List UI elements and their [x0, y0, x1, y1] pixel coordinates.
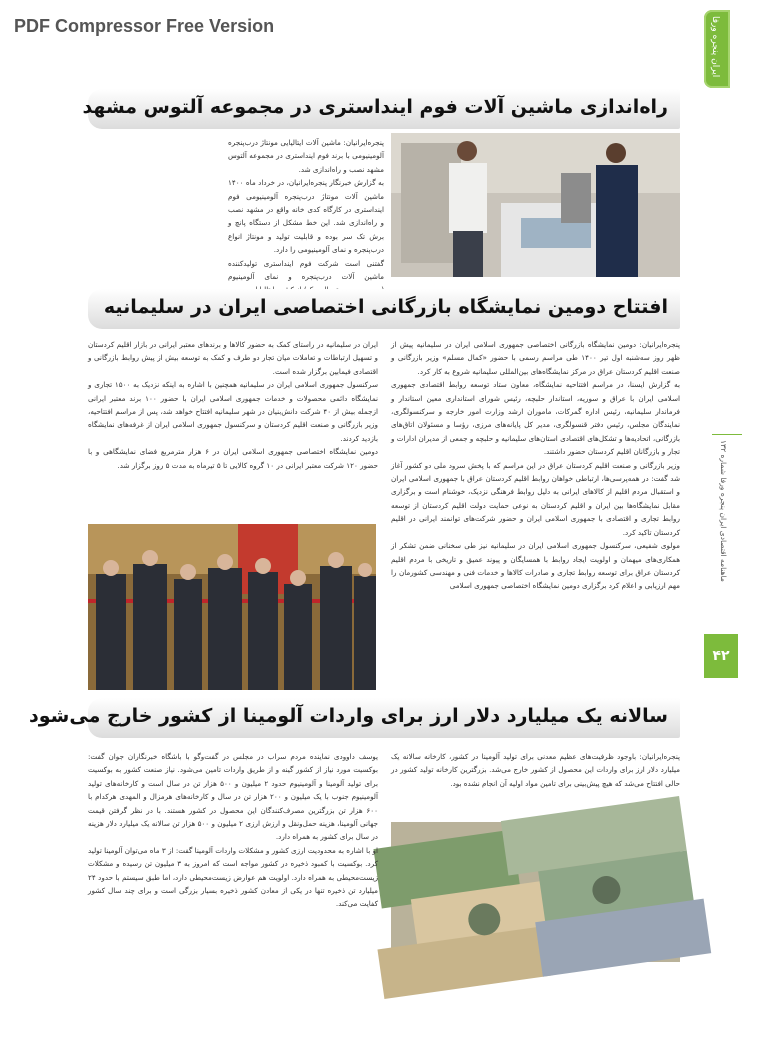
paragraph: گفتنی است شرکت فوم اینداستری تولیدکننده ماشین آلات درب‌پنجره و نمای آلومینیوم: [228, 258, 384, 282]
paragraph: پنجره‌ایرانیان: باوجود ظرفیت‌های عظیم معدنی برای تولید آلومینا در کشور، کارخانه سالانه یک میلیارد دلار ارز برای واردات این محصول از کشور خارج می‌شد. بزرگترین کارخانه تولید کشور در حالی افتتاح می‌شد که هیچ پیش‌بینی برای تامین مواد اولیه آن انجام نشده بود.: [391, 752, 680, 788]
paragraph: پنجره‌ایرانیان: ماشین آلات ایتالیایی مونتاژ درب‌پنجره آلومینیومی با برند فوم اینداستری در مجموعه آلتوس مشهد نصب و راه‌اندازی شد.: [228, 138, 384, 174]
article-3-body-left: [88, 750, 378, 962]
article-2-photo: [88, 524, 376, 690]
article-1-title: راه‌اندازی ماشین آلات فوم اینداستری در مجموعه آلتوس مشهد: [82, 96, 668, 118]
running-header: ماهنامه اقتصادی ایران پنجره ورفا شماره ۱۳۲: [719, 440, 728, 582]
article-3-title-band: [29, 698, 680, 738]
section-tab-label: ایران پنجره ورفا: [710, 16, 720, 78]
paragraph: وزیر بازرگانی و صنعت اقلیم کردستان عراق در این مراسم که با پخش سرود ملی دو کشور آغاز شد گفت: در همه‌پرسی‌ها، ارتباطی خواهان روابط اقلیم کردستان عراق با جمهوری اسلامی ایران و استقبال مردم اقلیم از کالاهای ایرانی به دلیل روابط فرهنگی نزدیک، خوشنام است و برگزاری مقابل نمایشگاه‌ها بین ایران و اقلیم کردستان به نوعی حمایت دولت اقلیم کردستان از توسعه روابط تجاری و اقتصادی با جمهوری اسلامی ایران و حضور شرکت‌های توانمند ایرانی در اقلیم کردستان تاکید کرد.: [391, 460, 680, 537]
article-2-title-band: [88, 289, 680, 329]
article-2-body-right: [391, 338, 680, 690]
paragraph: به گزارش خبرنگار پنجره‌ایرانیان، در خرداد ماه ۱۴۰۰ ماشین آلات مونتاژ درب‌پنجره آلومینیومی فوم اینداستری در کارگاه کدی خانه واقع در مشهد نصب و راه‌اندازی شد. این خط مشکل از دستگاه پانچ و برش تک سر بوده و قابلیت تولید و مونتاژ انواع درب‌پنجره و نمای آلومینیومی را دارد.: [228, 178, 384, 255]
paragraph: ایران در سلیمانیه در راستای کمک به حضور کالاها و برندهای معتبر ایرانی در بازار اقلیم کردستان و تسهیل ارتباطات و تعاملات میان تجار دو طرف و کمک به توسعه بیش از پیش روابط بازرگانی و اقتصادی فیمابین برگزار شده است.: [88, 340, 378, 376]
paragraph: مولوی شفیعی، سرکنسول جمهوری اسلامی ایران در سلیمانیه نیز طی سخنانی ضمن تشکر از همکاری‌های میهمان و اولویت ایجاد روابط با همسایگان و پیوند عمیق و تاریخی با مردم اقلیم کردستان عراق برای توسعه روابط تجاری و صادرات کالاها و خدمات فنی و مهندسی کشورمان را مهم ارزیابی و اعلام کرد برگزاری دومین نمایشگاه اختصاصی جمهوری اسلامی: [391, 541, 680, 591]
section-tab: [704, 10, 730, 88]
page-number: ۴۲: [704, 634, 738, 678]
paragraph: پنجره‌ایرانیان: دومین نمایشگاه بازرگانی اختصاصی جمهوری اسلامی ایران در سلیمانیه پیش از ظهر روز سه‌شنبه اول تیر ۱۴۰۰ طی مراسم رسمی با حضور «کمال مسلم» وزیر بازرگانی و صنعت اقلیم کردستان عراق در مرکز نمایشگاه‌های بین‌المللی سلیمانیه شروع به کار کرد.: [391, 340, 680, 376]
article-2-body-left: [88, 338, 378, 516]
paragraph: دومین نمایشگاه اختصاصی جمهوری اسلامی ایران در ۶ هزار مترمربع فضای نمایشگاهی و با حضور ۱۲۰ شرکت معتبر ایرانی در ۱۰ گروه کالایی تا ۵ تیرماه به مدت ۵ روز برگزار شد.: [88, 447, 379, 470]
paragraph: به گزارش ایسنا، در مراسم افتتاحیه نمایشگاه، معاون ستاد توسعه روابط اقتصادی جمهوری اسلامی ایران با عراق و سوریه، استاندار حلبچه، رئیس شورای استانداری معین استاندار و فرماندار سلیمانیه، رئیس اداره گمرکات، ماموران ارشد وزارت امور خارجه و سرکنسولگری، نمایندگان مجلس، رئیس دفتر قنسولگری، مدیر کل پایانه‌های مرزی، رؤسا و مسئولان اتاق‌های بازرگانی، اتحادیه‌ها و تشکل‌های اقتصادی استان‌های سلیمانیه و حلبچه و جمعی از مدیران ادارات و تجار و بازرگانان اقلیم کردستان حضور داشتند.: [391, 380, 680, 457]
article-1-photo: [391, 133, 680, 277]
side-divider: [712, 434, 742, 435]
watermark: PDF Compressor Free Version: [14, 16, 275, 36]
paragraph: سرکنسول جمهوری اسلامی ایران در سلیمانیه همچنین با اشاره به اینکه نزدیک به ۱۵۰۰ تجاری و نمایشگاه دائمی محصولات و خدمات جمهوری اسلامی ایران با حضور ۱۰۰ برند معتبر ایرانی ازجمله بیش از ۴۰ شرکت دانش‌بنیان در شهر سلیمانیه افتتاح خواهد شد، پس از مراسم افتتاحیه، وزیر بازرگانی و صنعت اقلیم کردستان و سرکنسول جمهوری اسلامی ایران از غرفه‌های نمایشگاه بازدید کردند.: [88, 380, 378, 443]
paragraph: یوسف داوودی نماینده مردم سراب در مجلس در گفت‌وگو با باشگاه خبرنگاران جوان گفت: بوکسیت مورد نیاز از کشور گینه و از طریق واردات تامین می‌شود. نیاز صنعت کشور به بوکسیت برای تولید آلومینا و آلومینیوم حدود ۲ میلیون و ۵۰۰ هزار تن در سال است و کارخانه‌های تولید آلومینیوم جنوب با یک میلیون و ۲۰۰ هزار تن در سال و کارخانه‌های هرمزال و المهدی هرکدام با ۶۰۰ هزار تن بزرگترین مصرف‌کنندگان این محصول در کشور هستند. با در نظر گرفتن قیمت جهانی آلومینا، هزینه حمل‌ونقل و ارزش ارزی ۲ میلیون و ۵۰۰ هزار تن سالانه یک میلیارد دلار هزینه در سال برای کشور به همراه دارد.: [88, 752, 378, 842]
article-2-title: افتتاح دومین نمایشگاه بازرگانی اختصاصی ایران در سلیمانیه: [103, 296, 668, 318]
article-3-photo: [391, 822, 680, 962]
article-1-title-band: [82, 89, 680, 129]
paragraph: او با اشاره به محدودیت ارزی کشور و مشکلات واردات آلومینا گفت: از ۳ ماه می‌توان آلومینا تولید کرد. بوکسیت با کمبود ذخیره در کشور مواجه است که امروز به ۳ میلیون تن رسیده و مشکلات زیست‌محیطی به همراه دارد. اولویت هم عوارض زیست‌محیطی دارد، اما طبق سیستم با حدود ۲۴ میلیارد تن ذخیره تنها در یکی از معادن کشور ذخیره بسیار بزرگی است و برای چند سال کشور کفایت می‌کند.: [88, 845, 378, 909]
article-3-title: سالانه یک میلیارد دلار ارز برای واردات آلومینا از کشور خارج می‌شود: [29, 705, 668, 727]
article-1-body: [228, 136, 384, 280]
